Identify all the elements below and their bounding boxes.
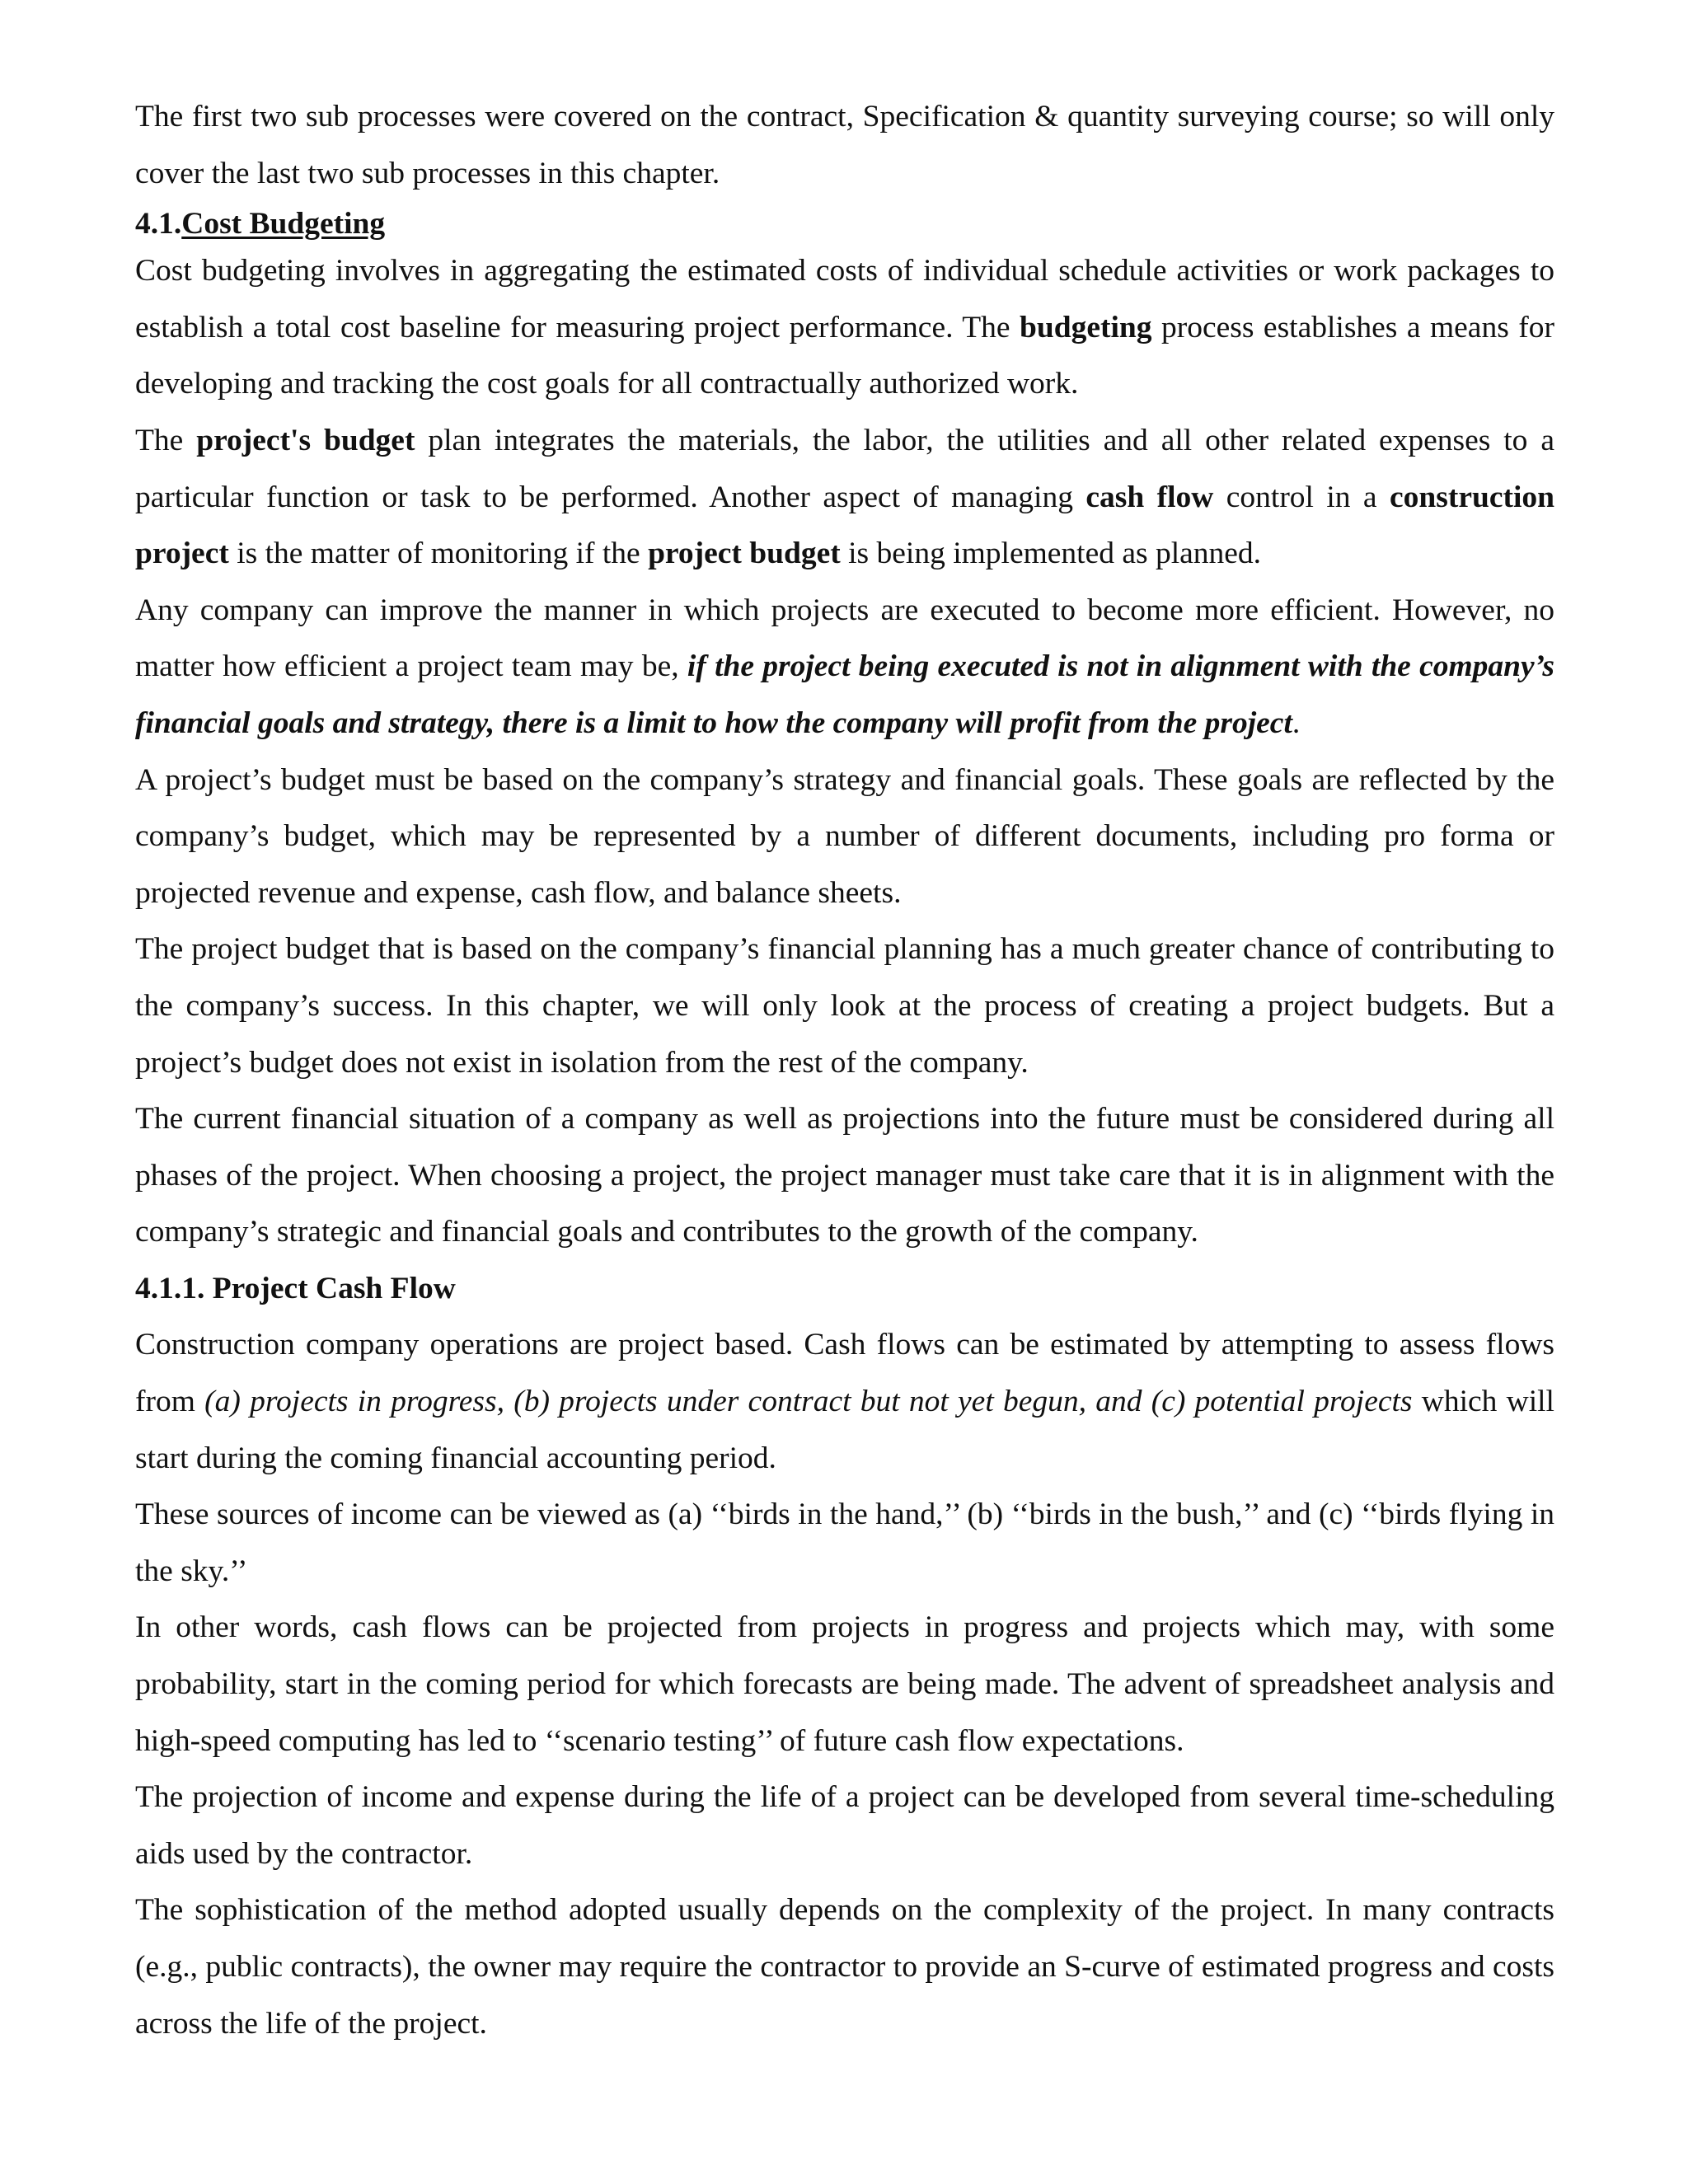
text-run: Cost budgeting involves in aggregating the estimated costs of individual schedule activities or work packages to establish a total cost baseline for measuring project performance. The — [135, 254, 1554, 344]
section-heading-4-1 — [135, 204, 1554, 245]
text-run: process establishes a means for developing and tracking the cost goals for all contractually authorized work. — [135, 310, 1554, 401]
paragraph-strategy: A project’s budget must be based on the company’s strategy and financial goals. These goals are reflected by the company’s budget, which may be represented by a number of different documents, including pro forma or projected revenue and expense, cash flow, and balance sheets. — [135, 762, 1554, 910]
paragraph-project-budget — [135, 413, 1554, 583]
text-run: which will start during the coming financial accounting period. — [135, 1385, 1554, 1475]
section-heading-4-1-1: 4.1.1. Project Cash Flow — [135, 1271, 456, 1305]
section-number: 4.1. — [135, 207, 182, 241]
paragraph-cash-flows — [135, 1317, 1554, 1487]
paragraph-income-expense: The projection of income and expense during the life of a project can be developed from several time-scheduling aids used by the contractor. — [135, 1780, 1554, 1871]
paragraph-cost-budgeting-definition — [135, 243, 1554, 413]
paragraph-sophistication: The sophistication of the method adopted usually depends on the complexity of the project. In many contracts (e.g., public contracts), the owner may require the contractor to provide an S-curve of estimated progress and costs across the life of the project. — [135, 1893, 1554, 2041]
paragraph-financial-situation: The current financial situation of a company as well as projections into the future must be considered during all phases of the project. When choosing a project, the project manager must take care that it is in alignment with the company’s strategic and financial goals and contributes to the growth of the company. — [135, 1102, 1554, 1249]
section-title: Cost Budgeting — [181, 207, 386, 241]
text-run: is the matter of monitoring if the — [228, 537, 649, 571]
paragraph-projection: In other words, cash flows can be projected from projects in progress and projects which may, with some probability, start in the coming period for which forecasts are being made. The advent of spreadsheet analysis and high-speed computing has led to ‘‘scenario testing’’ of future cash flow expectations. — [135, 1610, 1554, 1758]
text-run: control in a — [1213, 480, 1390, 514]
bold-italic-emphasis: if the project being executed is not in alignment with the company’s financial goals and strategy, there is a limit to how the company will profit from the project — [135, 649, 1554, 740]
text-run: Construction company operations are project based. Cash flows can be estimated by attempting to assess flows from — [135, 1328, 1554, 1419]
paragraph-efficiency — [135, 583, 1554, 752]
bold-term: budgeting — [1020, 310, 1152, 344]
paragraph-birds: These sources of income can be viewed as (a) ‘‘birds in the hand,’’ (b) ‘‘birds in the bush,’’ and (c) ‘‘birds flying in the sky.’’ — [135, 1497, 1554, 1588]
bold-term: project's budget — [196, 423, 415, 457]
text-run: is being implemented as planned. — [840, 537, 1262, 571]
paragraph-financial-planning: The project budget that is based on the company’s financial planning has a much greater chance of contributing to the company’s success. In this chapter, we will only look at the process of creating a project budgets. But a project’s budget does not exist in isolation from the rest of the company. — [135, 932, 1554, 1080]
bold-term: project budget — [648, 537, 841, 571]
text-run: Any company can improve the manner in which projects are executed to become more efficient. However, no matter how efficient a project team may be, — [135, 593, 1554, 684]
text-run: . — [1292, 705, 1301, 740]
text-run: plan integrates the materials, the labor, the utilities and all other related expenses to a particular function or task to be performed. Another aspect of managing — [135, 423, 1554, 514]
bold-term: construction project — [135, 480, 1554, 571]
intro-paragraph: The first two sub processes were covered on the contract, Specification & quantity surveying course; so will only cover the last two sub processes in this chapter. — [135, 100, 1554, 190]
bold-term: cash flow — [1085, 480, 1214, 514]
italic-emphasis: (a) projects in progress, (b) projects under contract but not yet begun, and (c) potential projects — [204, 1385, 1413, 1419]
text-run: The — [135, 423, 197, 457]
